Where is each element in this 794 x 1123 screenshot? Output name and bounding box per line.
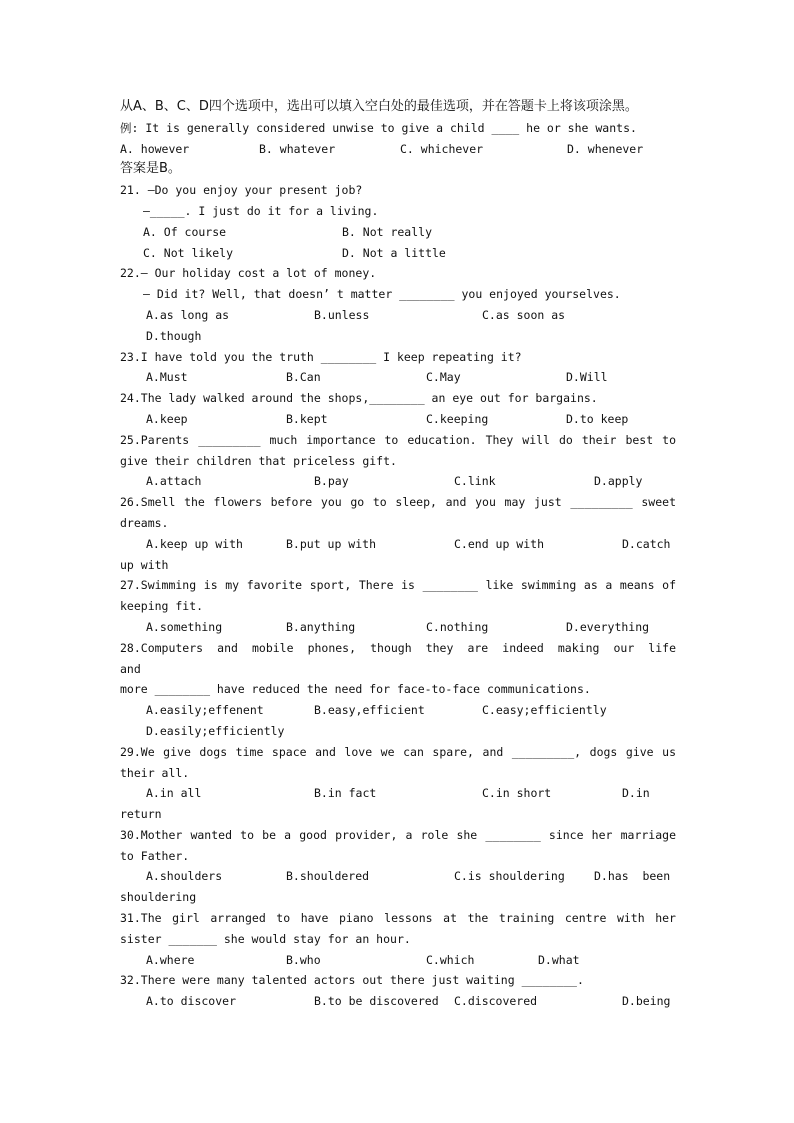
- option-c: C.discovered: [454, 994, 538, 1009]
- option-d: D.Will: [566, 370, 608, 385]
- q26-line1: 26.Smell the flowers before you go to sleep, and you may just _________ sweet: [120, 495, 676, 510]
- option-b: B.Can: [286, 370, 321, 385]
- option-c: C. whichever: [400, 141, 484, 156]
- q27-line2: keeping fit.: [120, 599, 204, 614]
- q23-line1: 23.I have told you the truth ________ I keep repeating it?: [120, 349, 522, 364]
- q28-options: [120, 700, 676, 721]
- q21-options-row2: [120, 243, 676, 264]
- option-b: B.put up with: [286, 536, 377, 551]
- option-c: C.which: [426, 952, 475, 967]
- option-d: D.apply: [594, 474, 643, 489]
- option-b: B.easy,efficient: [314, 703, 425, 718]
- option-d: D.in: [622, 786, 650, 801]
- q31-line2: sister _______ she would stay for an hour.: [120, 931, 411, 946]
- instruction: 从A、B、C、D四个选项中，选出可以填入空白处的最佳选项，并在答题卡上将该项涂黑。: [120, 99, 638, 114]
- q21-line2: —_____. I just do it for a living.: [143, 203, 379, 218]
- option-b: B.kept: [286, 411, 328, 426]
- option-d: D. Not a little: [342, 245, 446, 260]
- q26-option-d-wrap: up with: [120, 557, 169, 572]
- q24-line1: 24.The lady walked around the shops,________ an eye out for bargains.: [120, 391, 598, 406]
- option-c: C.May: [426, 370, 461, 385]
- option-c: C.link: [454, 474, 496, 489]
- q29-option-d-wrap: return: [120, 807, 162, 822]
- option-c: C.easy;efficiently: [482, 703, 607, 718]
- option-d: D.to keep: [566, 411, 629, 426]
- option-c: C.as soon as: [482, 307, 566, 322]
- option-d: D.what: [538, 952, 580, 967]
- option-a: A.keep: [146, 411, 188, 426]
- example-answer: 答案是B。: [120, 161, 181, 177]
- q22-line2: — Did it? Well, that doesn’ t matter ________ you enjoyed yourselves.: [143, 287, 621, 302]
- q32-line1: 32.There were many talented actors out there just waiting ________.: [120, 973, 584, 988]
- example-question: 例: It is generally considered unwise to give a child ____ he or she wants.: [120, 120, 637, 135]
- option-a: A.something: [146, 619, 223, 634]
- option-c: C.end up with: [454, 536, 545, 551]
- option-b: B. Not really: [342, 224, 433, 239]
- q21-options-row1: [120, 222, 676, 243]
- q22-options: [120, 305, 676, 326]
- option-c: C. Not likely: [143, 245, 234, 260]
- option-a: A.in all: [146, 786, 202, 801]
- option-b: B.in fact: [314, 786, 377, 801]
- option-a: A. Of course: [143, 224, 227, 239]
- option-a: A.easily;effenent: [146, 703, 264, 718]
- q21-line1: 21. —Do you enjoy your present job?: [120, 183, 363, 198]
- q30-line2: to Father.: [120, 848, 190, 863]
- q31-options: [120, 950, 676, 971]
- option-b: B.pay: [314, 474, 349, 489]
- q27-options: [120, 617, 676, 638]
- option-c: C.nothing: [426, 619, 489, 634]
- q28-line3: more ________ have reduced the need for face-to-face communications.: [120, 682, 591, 697]
- q31-line1: 31.The girl arranged to have piano lessons at the training centre with her: [120, 911, 676, 926]
- q23-options: [120, 367, 676, 388]
- q29-options: [120, 783, 676, 804]
- q30-options: [120, 866, 676, 887]
- q26-options: [120, 534, 676, 555]
- example-options: [120, 139, 676, 160]
- q26-line2: dreams.: [120, 515, 169, 530]
- q30-option-d-wrap: shouldering: [120, 890, 197, 905]
- option-b: B.unless: [314, 307, 370, 322]
- option-d: D.catch: [622, 536, 671, 551]
- option-a: A.attach: [146, 474, 202, 489]
- q25-options: [120, 471, 676, 492]
- option-c: C.in short: [482, 786, 552, 801]
- option-c: C.is shouldering: [454, 869, 565, 884]
- q25-line1: 25.Parents _________ much importance to education. They will do their best to: [120, 432, 676, 447]
- q28-line1: 28.Computers and mobile phones, though they are indeed making our life: [120, 640, 676, 655]
- option-b: B.to be discovered: [314, 994, 439, 1009]
- q32-options: [120, 991, 676, 1012]
- option-a: A.to discover: [146, 994, 237, 1009]
- q27-line1: 27.Swimming is my favorite sport, There is ________ like swimming as a means of: [120, 578, 676, 593]
- option-d: D.everything: [566, 619, 650, 634]
- q30-line1: 30.Mother wanted to be a good provider, a role she ________ since her marriage: [120, 827, 676, 842]
- q28-line2: and: [120, 661, 141, 676]
- option-b: B.who: [286, 952, 321, 967]
- option-c: C.keeping: [426, 411, 489, 426]
- option-a: A. however: [120, 141, 190, 156]
- option-b: B.shouldered: [286, 869, 370, 884]
- option-a: A.shoulders: [146, 869, 223, 884]
- q25-line2: give their children that priceless gift.: [120, 453, 397, 468]
- exam-page: [120, 97, 676, 1012]
- option-a: A.where: [146, 952, 195, 967]
- q24-options: [120, 409, 676, 430]
- q29-line2: their all.: [120, 765, 190, 780]
- option-d: D.has been: [594, 869, 671, 884]
- option-d: D.being: [622, 994, 671, 1009]
- option-a: A.as long as: [146, 307, 230, 322]
- q29-line1: 29.We give dogs time space and love we can spare, and _________, dogs give us: [120, 744, 676, 759]
- option-b: B. whatever: [259, 141, 336, 156]
- q28-option-d: D.easily;efficiently: [146, 723, 285, 738]
- option-a: A.Must: [146, 370, 188, 385]
- q22-option-d: D.though: [146, 328, 202, 343]
- q22-line1: 22.— Our holiday cost a lot of money.: [120, 266, 377, 281]
- option-b: B.anything: [286, 619, 356, 634]
- option-d: D. whenever: [567, 141, 644, 156]
- option-a: A.keep up with: [146, 536, 243, 551]
